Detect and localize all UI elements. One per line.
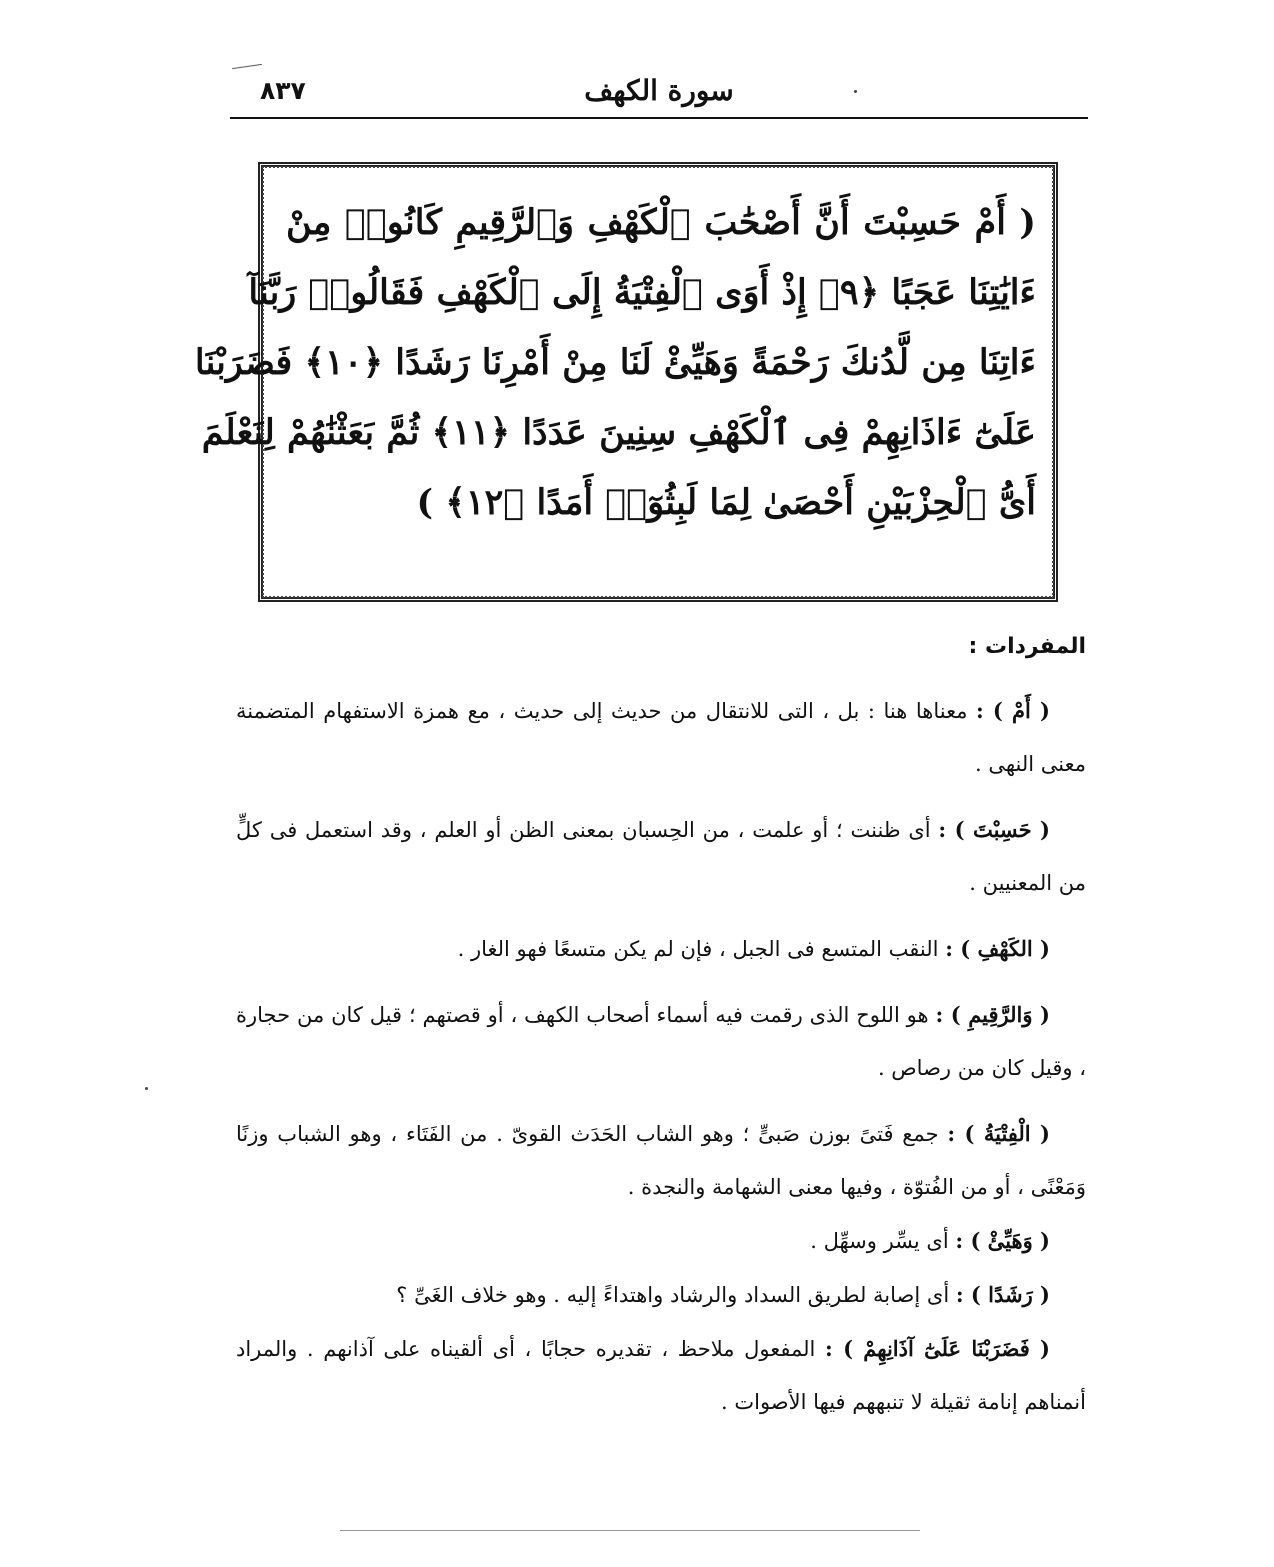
page-number: ٨٣٧: [260, 76, 306, 105]
vocabulary-list: [236, 684, 1086, 1429]
entry-definition: النقب المتسع فى الجبل ، فإن لم يكن متسعًا فهو الغار .: [457, 937, 939, 961]
entry-term: ( وَالرَّقِيمِ ) :: [935, 1002, 1050, 1027]
entry-definition: أى يسِّر وسهِّل .: [810, 1229, 949, 1253]
vocabulary-entry: [236, 1268, 1086, 1322]
scan-speck: [854, 90, 857, 93]
entry-definition: أى إصابة لطريق السداد والرشاد واهتداءً إليه . وهو خلاف الغَىِّ ؟: [396, 1283, 950, 1307]
scan-speck: [145, 1087, 148, 1090]
vocabulary-entry: [236, 988, 1086, 1095]
scan-mark: [232, 64, 262, 69]
header-rule: [230, 117, 1088, 119]
entry-definition: أى ظننت ؛ أو علمت ، من الحِسبان بمعنى الظن أو العلم ، وقد استعمل فى كلٍّ من المعنيين .: [236, 818, 1086, 895]
quran-verses: [194, 188, 1036, 538]
vocabulary-entry: [236, 1107, 1086, 1214]
entry-definition: معناها هنا : بل ، التى للانتقال من حديث إلى حديث ، مع همزة الاستفهام المتضمنة معنى النهى .: [236, 699, 1086, 776]
surah-title: سورة الكهف: [584, 74, 734, 107]
entry-term: ( حَسِبْتَ ) :: [938, 817, 1050, 842]
entry-term: ( الكَهْفِ ) :: [945, 936, 1050, 961]
entry-term: ( وَهَيِّئْ ) :: [955, 1228, 1050, 1253]
verse-line: ءَايَٰتِنَا عَجَبًا ﴿٩﴾ إِذْ أَوَى ٱلْفِتْيَةُ إِلَى ٱلْكَهْفِ فَقَالُوا۟ رَبَّنَآ: [248, 272, 1036, 313]
entry-definition: المفعول ملاحظ ، تقديره حجابًا ، أى ألقيناه على آذانهم . والمراد أنمناهم إنامة ثقيلة لا تنبههم فيها الأصوات .: [236, 1337, 1086, 1414]
vocabulary-entry: [236, 922, 1086, 976]
vocabulary-entry: [236, 803, 1086, 910]
vocabulary-entry: [236, 1322, 1086, 1429]
vocabulary-heading: المفردات :: [968, 634, 1086, 659]
entry-term: ( الْفِتْيَةُ ) :: [947, 1121, 1050, 1146]
page-header: [230, 70, 1088, 116]
vocabulary-entry: [236, 1214, 1086, 1268]
vocabulary-entry: [236, 684, 1086, 791]
verse-line: عَلَىٰٓ ءَاذَانِهِمْ فِى ٱلْكَهْفِ سِنِينَ عَدَدًا ﴿١١﴾ ثُمَّ بَعَثْنَٰهُمْ لِنَعْلَمَ: [201, 412, 1036, 453]
verse-line: أَىُّ ٱلْحِزْبَيْنِ أَحْصَىٰ لِمَا لَبِثُوٓا۟ أَمَدًا ﴿١٢﴾ ): [416, 482, 1036, 523]
verse-line: ءَاتِنَا مِن لَّدُنكَ رَحْمَةً وَهَيِّئْ لَنَا مِنْ أَمْرِنَا رَشَدًا ﴿١٠﴾ فَضَرَبْنَا: [194, 342, 1036, 383]
verse-line: ( أَمْ حَسِبْتَ أَنَّ أَصْحَٰبَ ٱلْكَهْفِ وَٱلرَّقِيمِ كَانُوا۟ مِنْ: [286, 202, 1036, 243]
scan-bottom-line: [340, 1530, 920, 1531]
entry-term: ( فَضَرَبْنَا عَلَىٰٓ آذَانِهِمْ ) :: [825, 1336, 1050, 1361]
entry-definition: جمع فَتىً بوزن صَبىٍّ ؛ وهو الشاب الحَدَث القوىّ . من الفَتَاء ، وهو الشباب وزنًا وَمَعْنًى ، أو من الفُتوّة ، وفيها معنى الشهامة والنجدة .: [236, 1122, 1086, 1199]
entry-term: ( أَمْ ) :: [976, 698, 1050, 723]
entry-definition: هو اللوح الذى رقمت فيه أسماء أصحاب الكهف ، أو قصتهم ؛ قيل كان من حجارة ، وقيل كان من رصاص .: [236, 1003, 1086, 1080]
entry-term: ( رَشَدًا ) :: [955, 1282, 1050, 1307]
